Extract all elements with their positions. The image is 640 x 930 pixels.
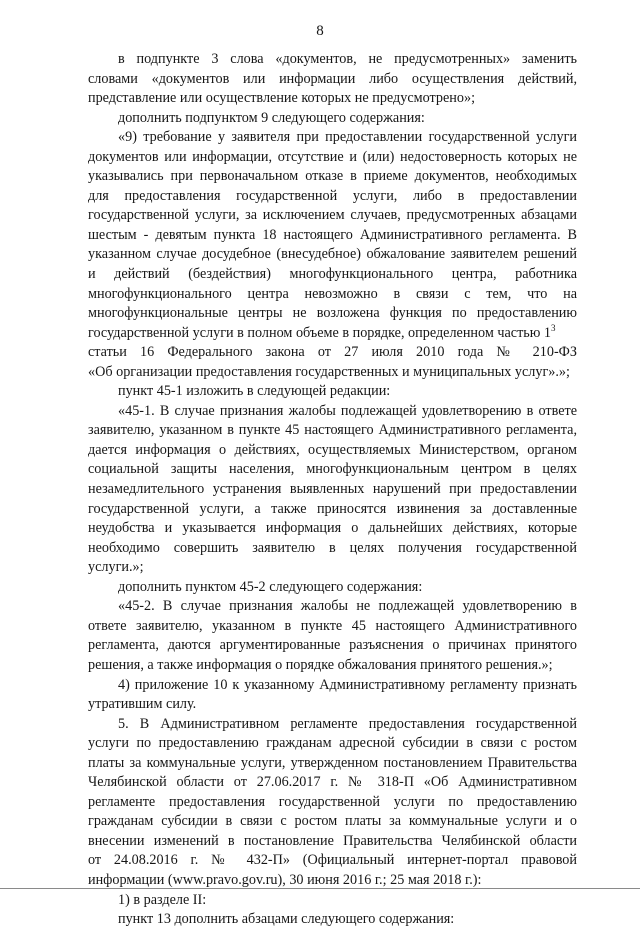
- text-line: регламенте предоставления государственной услуги по предоставлению: [88, 793, 577, 810]
- text-line: пункт 13 дополнить абзацами следующего содержания:: [118, 911, 455, 928]
- text-line: социальной защиты населения, многофункциональным центром в целях: [88, 461, 577, 478]
- text-line: услуги.»;: [88, 559, 144, 576]
- text-line: информации (www.pravo.gov.ru), 30 июня 2016 г.; 25 мая 2018 г.):: [88, 871, 482, 888]
- text-line: 5. В Административном регламенте предоставления государственной: [118, 715, 577, 732]
- text-line: «45-2. В случае признания жалобы не подлежащей удовлетворению в: [118, 598, 577, 615]
- text-line: статьи 16 Федерального закона от 27 июля 2010 года № 210-ФЗ: [88, 344, 577, 361]
- text-line: словами «документов или информации либо осуществления действий,: [88, 70, 577, 87]
- text-line: дается информация о действиях, осуществляемых Министерством, органом: [88, 441, 577, 458]
- text-line: дополнить подпунктом 9 следующего содержания:: [118, 109, 425, 126]
- text-line: внесении изменений в постановление Правительства Челябинской области: [88, 832, 577, 849]
- superscript-3: 3: [551, 322, 556, 333]
- text-line: и действий (бездействия) многофункционального центра, работника: [88, 266, 577, 283]
- text-line: государственной услуги, а также приносятся извинения за доставленные: [88, 500, 577, 517]
- text-line: шестым - девятым пункта 18 настоящего Административного регламента. В: [88, 226, 577, 243]
- text-line: указывались при первоначальном отказе в приеме документов, необходимых: [88, 168, 577, 185]
- text-line: заявителю, указанном в пункте 45 настоящего Административного регламента,: [88, 422, 577, 439]
- text-line: утратившим силу.: [88, 696, 197, 713]
- text-line: необходимо совершить заявителю в целях получения государственной: [88, 539, 577, 556]
- document-body: [88, 50, 577, 930]
- text-line: гражданам субсидии в связи с ростом платы за коммунальные услуги и о: [88, 813, 577, 830]
- text-line: многофункционального центра невозможно в связи с тем, что на: [88, 285, 577, 302]
- text-line: «9) требование у заявителя при предоставлении государственной услуги: [118, 129, 577, 146]
- text-line-with-superscript: [88, 324, 577, 344]
- text-line: регламента, даются аргументированные разъяснения о причинах принятого: [88, 637, 577, 654]
- text-line: услуги по предоставлению гражданам адресной субсидии в связи с ростом: [88, 735, 577, 752]
- bottom-divider: [0, 888, 640, 889]
- text-line: ответе заявителю, указанном в пункте 45 настоящего Административного: [88, 617, 577, 634]
- text-line: представление или осуществление которых не предусмотрено»;: [88, 90, 476, 107]
- text-line: дополнить пунктом 45-2 следующего содержания:: [118, 578, 423, 595]
- text-line: государственной услуги в полном объеме в порядке, определенном частью 1: [88, 324, 552, 341]
- text-line: от 24.08.2016 г. № 432-П» (Официальный интернет-портал правовой: [88, 852, 577, 869]
- text-line: 4) приложение 10 к указанному Административному регламенту признать: [118, 676, 577, 693]
- text-line: неудобства и указывается информация о дальнейших действиях, которые: [88, 520, 577, 537]
- text-line: указанном случае досудебное (внесудебное) обжалование заявителем решений: [88, 246, 577, 263]
- text-line: 1) в разделе II:: [118, 891, 207, 908]
- text-line: «Об организации предоставления государственных и муниципальных услуг».»;: [88, 363, 570, 380]
- page-number: 8: [316, 23, 324, 39]
- text-line: незамедлительного устранения выявленных нарушений при предоставлении: [88, 481, 577, 498]
- text-line: многофункциональные центры не возложена функция по предоставлению: [88, 305, 577, 322]
- text-line: для предоставления государственной услуги, либо в предоставлении: [88, 187, 577, 204]
- text-line: решения, а также информация о порядке обжалования принятого решения.»;: [88, 656, 553, 673]
- text-line: пункт 45-1 изложить в следующей редакции:: [118, 383, 391, 400]
- text-line: «45-1. В случае признания жалобы подлежащей удовлетворению в ответе: [118, 402, 577, 419]
- text-line: государственной услуги, за исключением случаев, предусмотренных абзацами: [88, 207, 577, 224]
- text-line: платы за коммунальные услуги, утвержденном постановлением Правительства: [88, 754, 577, 771]
- text-line: в подпункте 3 слова «документов, не предусмотренных» заменить: [118, 51, 577, 67]
- text-line: Челябинской области от 27.06.2017 г. № 318-П «Об Административном: [88, 774, 577, 791]
- text-line: документов или информации, отсутствие и (или) недостоверность которых не: [88, 148, 577, 165]
